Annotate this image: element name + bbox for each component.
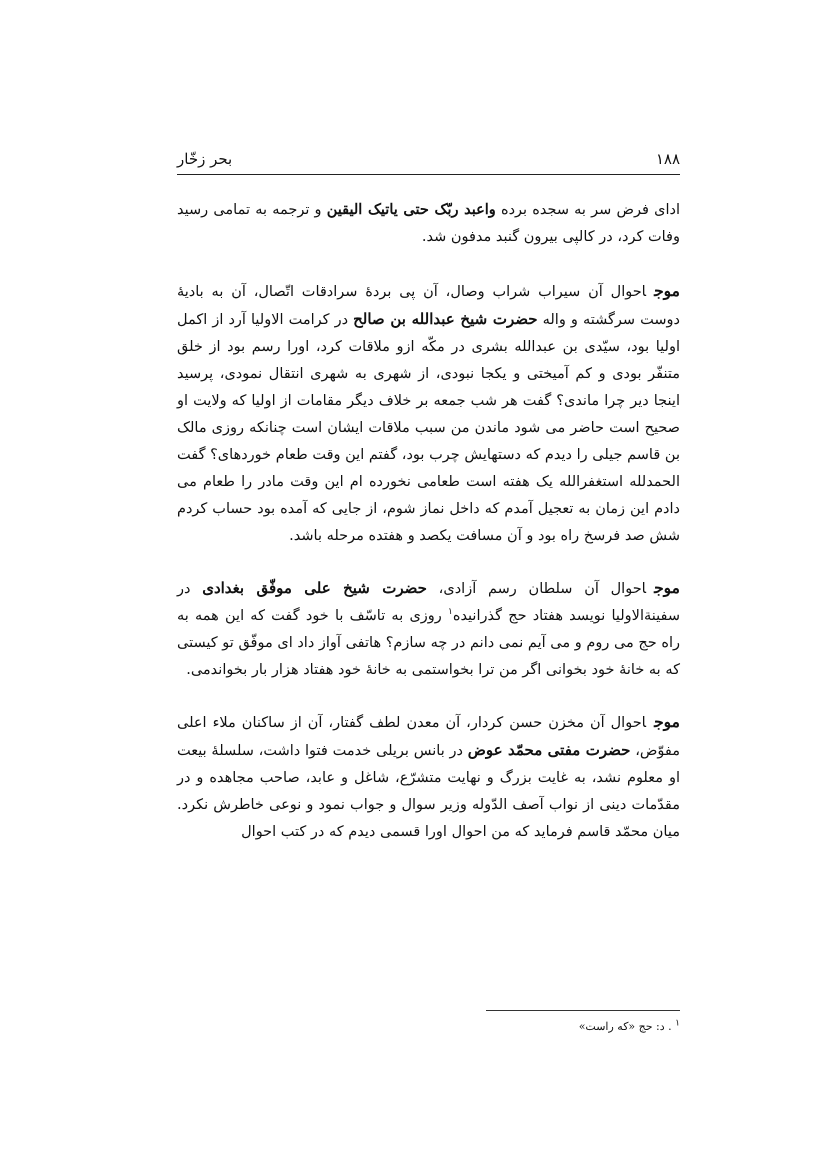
saint-name: حضرت مفتی محمّد عوض	[467, 741, 631, 759]
paragraph-2	[177, 277, 680, 550]
section-heading: موج	[654, 281, 680, 300]
footnote-separator	[486, 1010, 680, 1011]
main-text	[177, 196, 680, 870]
paragraph-3	[177, 574, 680, 684]
running-header	[177, 150, 680, 175]
paragraph-text: احوال آن مخزن حسن کردار، آن معدن لطف گفتار، آن از ساکنان ملاء اعلی مفوّض،	[177, 715, 680, 759]
footnote-number: ۱	[675, 1018, 680, 1029]
paragraph-text: احوال آن سیراب شراب وصال، آن پی بردهٔ سرادقات اتّصال، آن به بادیهٔ دوست سرگشته و واله	[177, 284, 680, 328]
quranic-quote: واعبد ربّک حتی یاتیک الیقین	[326, 201, 496, 218]
paragraph-text: در بانس بریلی خدمت فتوا داشت، سلسلهٔ بیعت او معلوم نشد، به غایت بزرگ و نهایت متشرّع، شاغل و عابد، صاحب مجاهده و در مقدّمات دینی از نواب آصف الدّوله وزیر سوال و جواب نمود و نوعی خاطرش نکرد. میان محمّد قاسم فرماید که من احوال اورا قسمی دیدم که در کتب احوال	[177, 743, 680, 840]
section-heading: موج	[654, 712, 680, 731]
paragraph-text: در کرامت الاولیا آرد از اکمل اولیا بود، سیّدی بن عبدالله بشری در مکّه ازو ملاقات کرد، اورا رسم بود از خلق متنفّر بودی و کم آمیختی و یکجا نبودی، از شهری به شهری انتقال نمودی، پرسید اینجا دیر چرا ماندی؟ گفت هر شب جمعه بر خلاف دیگر مقامات از اولیا که ولایت او صحیح است حاضر می شود ماندن من سبب ملاقات ایشان است چنانکه روزی مالک بن قاسم جیلی را دیدم که دستهایش چرب بود، گفتم این وقت طعام خوردهای؟ گفت الحمدلله استغفرالله یک هفته است طعامی نخورده ام این وقت مادر را طعام می دادم این زمان به تعجیل آمدم که داخل نماز شوم، از جایی که آمده بود حساب کردم شش صد فرسخ راه بود و آن مسافت یکصد و هفتده مرحله باشد.	[177, 312, 680, 544]
section-heading: موج	[654, 578, 680, 597]
footnote	[300, 1020, 680, 1033]
page-number: ۱۸۸	[655, 150, 680, 168]
paragraph-text: احوال آن سلطان رسم آزادی،	[426, 581, 647, 597]
book-title: بحر زخّار	[177, 150, 233, 168]
saint-name: حضرت شیخ عبدالله بن صالح	[353, 310, 538, 328]
paragraph-text: در سفینةالاولیا نویسد هفتاد حج گذرانیده	[177, 581, 680, 624]
paragraph-1	[177, 196, 680, 251]
paragraph-4	[177, 708, 680, 846]
footnote-text: . د: حج «که راست»	[578, 1020, 672, 1033]
footnote-reference: ۱	[448, 607, 453, 618]
paragraph-text: و ترجمه به تمامی رسید وفات کرد، در کالپی بیرون گنبد مدفون شد.	[177, 202, 680, 245]
saint-name: حضرت شیخ علی موفّق بغدادی	[202, 579, 427, 597]
paragraph-text: روزی به تاسّف با خود گفت که این همه به راه حج می روم و می آیم نمی دانم در چه سازم؟ هاتفی آواز داد ای موفّق تو کیستی که به خانهٔ خود بخوانی اگر من ترا بخواستمی به خانهٔ خود هفتاد هزار بار بخواندمی.	[177, 608, 680, 678]
paragraph-text: ادای فرض سر به سجده برده	[495, 202, 681, 218]
